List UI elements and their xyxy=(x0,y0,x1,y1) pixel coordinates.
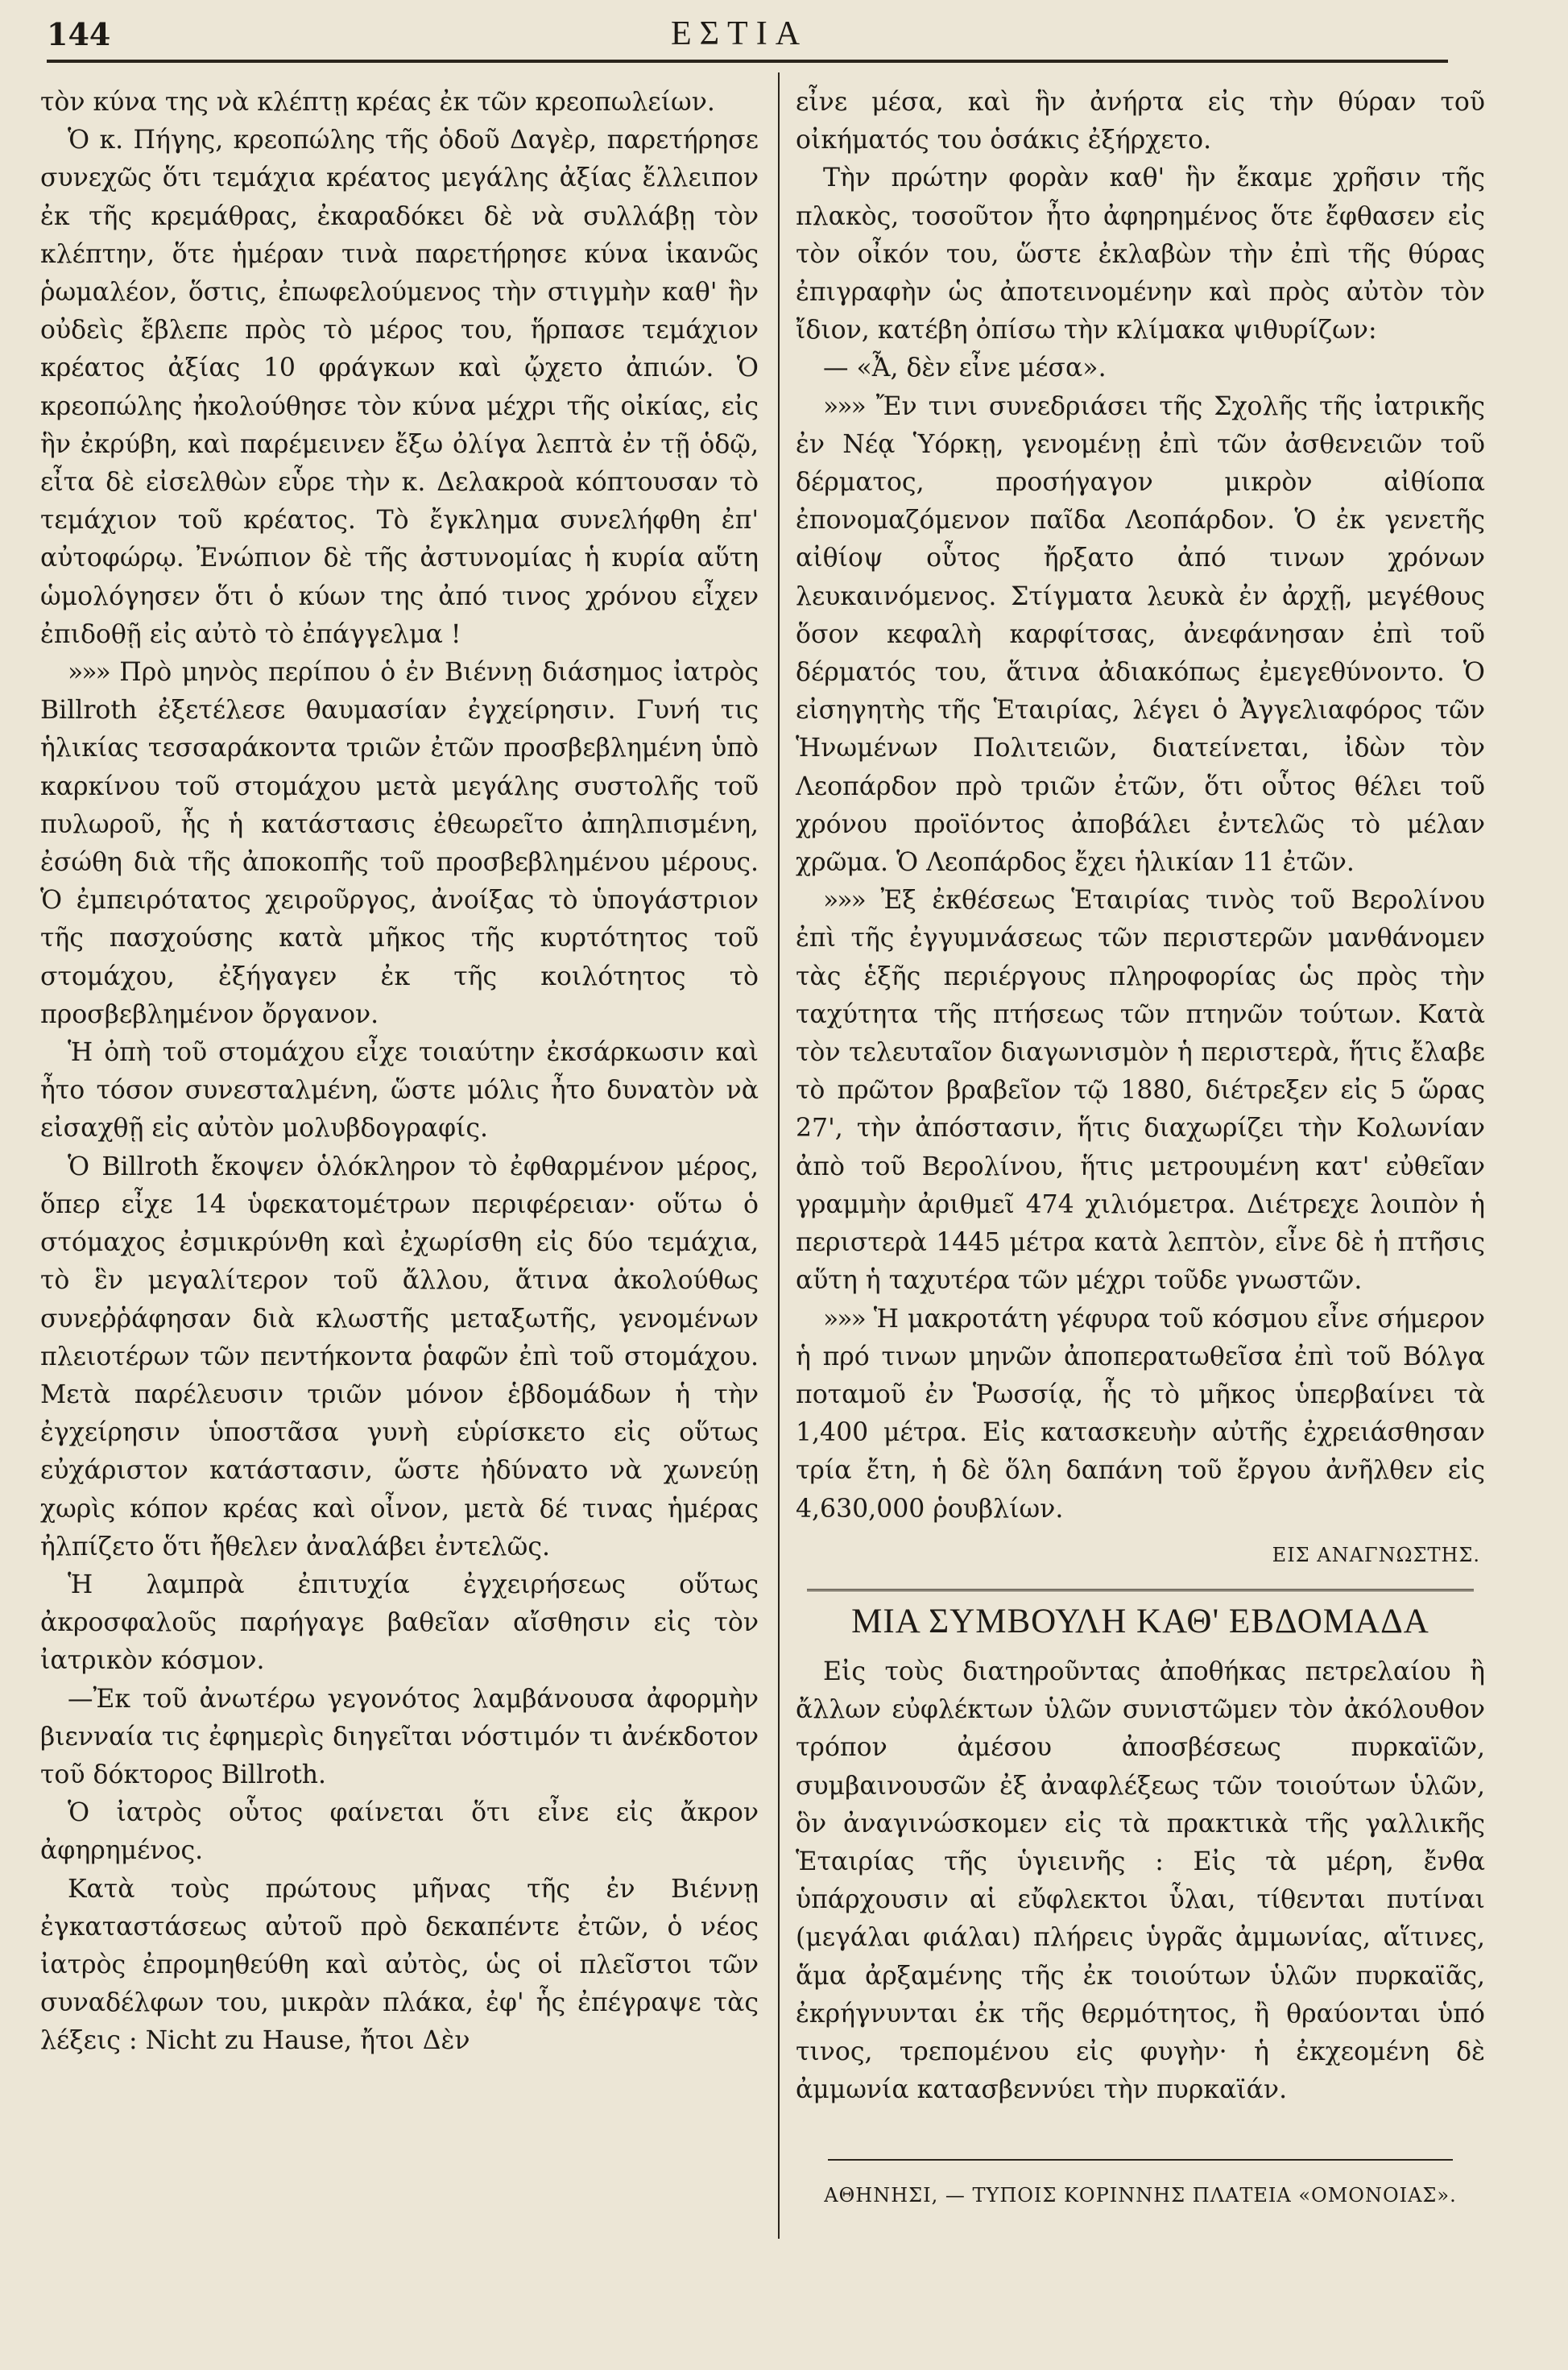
paragraph-text: Ἔν τινι συνεδριάσει τῆς Σχολῆς τῆς ἰατρικῆς ἐν Νέᾳ Ὑόρκῃ, γενομένῃ ἐπὶ τῶν ἀσθενειῶν τοῦ δέρματος, προσήγαγον μικρὸν αἰθίοπα ἐπονομαζόμενον παῖδα Λεοπάρδον. Ὁ ἐκ γενετῆς αἰθίοψ οὗτος ἤρξατο ἀπό τινων χρόνων λευκαινόμενος. Στίγματα λευκὰ ἐν ἀρχῇ, μεγέθους ὅσον κεφαλὴ καρφίτσας, ἀνεφάνησαν ἐπὶ τοῦ δέρματός του, ἅτινα ἀδιακόπως ἐμεγεθύνοντο. Ὁ εἰσηγητὴς τῆς Ἑταιρίας, λέγει ὁ Ἀγγελιαφόρος τῶν Ἡνωμένων Πολιτειῶν, διατείνεται, ἰδὼν τὸν Λεοπάρδον πρὸ τριῶν ἐτῶν, ὅτι οὗτος θέλει τοῦ χρόνου προϊόντος ἀποβάλει ἐντελῶς τὸ μέλαν χρῶμα. Ὁ Λεοπάρδος ἔχει ἡλικίαν 11 ἐτῶν. xyxy=(796,391,1485,878)
ornament-mark: »»» xyxy=(823,391,865,421)
ornament-mark: »»» xyxy=(823,886,865,916)
paragraph-text: Ἡ μακροτάτη γέφυρα τοῦ κόσμου εἶνε σήμερον ἡ πρό τινων μηνῶν ἀποπερατωθεῖσα ἐπὶ τοῦ Βόλγα ποταμοῦ ἐν Ῥωσσίᾳ, ἧς τὸ μῆκος ὑπερβαίνει τὰ 1,400 μέτρα. Εἰς κατασκευὴν αὐτῆς ἐχρειάσθησαν τρία ἔτη, ἡ δὲ ὅλη δαπάνη τοῦ ἔργου ἀνῆλθεν εἰς 4,630,000 ῥουβλίων. xyxy=(796,1304,1485,1524)
page-number: 144 xyxy=(47,16,111,52)
ornament-mark: »»» xyxy=(68,658,110,688)
news-item xyxy=(40,654,759,1034)
printer-imprint: ΑΘΗΝΗΣΙ, — ΤΥΠΟΙΣ ΚΟΡΙΝΝΗΣ ΠΛΑΤΕΙΑ «ΟΜΟΝΟΙΑΣ». xyxy=(824,2184,1457,2207)
column-divider xyxy=(778,72,780,2239)
paragraph: Κατὰ τοὺς πρώτους μῆνας τῆς ἐν Βιέννῃ ἐγκαταστάσεως αὐτοῦ πρὸ δεκαπέντε ἐτῶν, ὁ νέος ἰατρὸς ἐπρομηθεύθη καὶ αὐτὸς, ὡς οἱ πλεῖστοι τῶν συναδέλφων του, μικρὰν πλάκα, ἐφ' ἧς ἐπέγραψε τὰς λέξεις : Nicht zu Hause, ἤτοι Δὲν xyxy=(40,1874,759,2056)
news-item xyxy=(796,388,1485,883)
left-column xyxy=(40,84,759,2061)
paragraph-text: Ἐξ ἐκθέσεως Ἑταιρίας τινὸς τοῦ Βερολίνου ἐπὶ τῆς ἐγγυμνάσεως τῶν περιστερῶν μανθάνομεν τὰς ἑξῆς περιέργους πληροφορίας ὡς πρὸς τὴν ταχύτητα τῆς πτήσεως τῶν πτηνῶν τούτων. Κατὰ τὸν τελευταῖον διαγωνισμὸν ἡ περιστερὰ, ἥτις ἔλαβε τὸ πρῶτον βραβεῖον τῷ 1880, διέτρεξεν εἰς 5 ὥρας 27', τὴν ἀπόστασιν, ἥτις διαχωρίζει τὴν Κολωνίαν ἀπὸ τοῦ Βερολίνου, ἥτις μετρουμένη κατ' εὐθεῖαν γραμμὴν ἀριθμεῖ 474 χιλιόμετρα. Διέτρεχε λοιπὸν ἡ περιστερὰ 1445 μέτρα κατὰ λεπτὸν, εἶνε δὲ ἡ πτῆσις αὕτη ἡ ταχυτέρα τῶν μέχρι τοῦδε γνωστῶν. xyxy=(796,886,1485,1296)
journal-title: ΕΣΤΙΑ xyxy=(670,15,809,52)
news-item xyxy=(796,1301,1485,1528)
paragraph: Εἰς τοὺς διατηροῦντας ἀποθήκας πετρελαίου ἢ ἄλλων εὐφλέκτων ὑλῶν συνιστῶμεν τὸν ἀκόλουθον τρόπον ἀμέσου ἀποσβέσεως πυρκαϊῶν, συμβαινουσῶν ἐξ ἀναφλέξεως τῶν τοιούτων ὑλῶν, ὃν ἀναγινώσκομεν εἰς τὰ πρακτικὰ τῆς γαλλικῆς Ἑταιρίας τῆς ὑγιεινῆς : Εἰς τὰ μέρη, ἔνθα ὑπάρχουσιν αἱ εὔφλεκτοι ὗλαι, τίθενται πυτίναι (μεγάλαι φιάλαι) πλήρεις ὑγρᾶς ἀμμωνίας, αἵτινες, ἅμα ἀρξαμένης τῆς ἐκ τοιούτων ὑλῶν πυρκαϊᾶς, ἐκρήγνυνται ἐκ τῆς θερμότητος, ἢ θραύονται ὑπό τινος, τρεπομένου εἰς φυγὴν· ἡ ἐκχεομένη δὲ ἀμμωνία κατασβεννύει τὴν πυρκαϊάν. xyxy=(796,1657,1485,2105)
paragraph-text: Πρὸ μηνὸς περίπου ὁ ἐν Βιέννῃ διάσημος ἰατρὸς Billroth ἐξετέλεσε θαυμασίαν ἐγχείρησιν. Γυνή τις ἡλικίας τεσσαράκοντα τριῶν ἐτῶν προσβεβλημένη ὑπὸ καρκίνου τοῦ στομάχου μετὰ μεγάλης συστολῆς τοῦ πυλωροῦ, ἧς ἡ κατάστασις ἐθεωρεῖτο ἀπηλπισμένη, ἐσώθη διὰ τῆς ἀποκοπῆς τοῦ προσβεβλημένου μέρους. Ὁ ἐμπειρότατος χειροῦργος, ἀνοίξας τὸ ὑπογάστριον τῆς πασχούσης κατὰ μῆκος τῆς κυρτότητος τοῦ στομάχου, ἐξήγαγεν ἐκ τῆς κοιλότητος τὸ προσβεβλημένον ὄργανον. xyxy=(40,658,759,1029)
signature: ΕΙΣ ΑΝΑΓΝΩΣΤΗΣ. xyxy=(1272,1543,1480,1566)
paragraph: Ὁ Billroth ἔκοψεν ὁλόκληρον τὸ ἐφθαρμένον μέρος, ὅπερ εἶχε 14 ὑφεκατομέτρων περιφέρειαν· οὕτω ὁ στόμαχος ἐσμικρύνθη καὶ ἐχωρίσθη εἰς δύο τεμάχια, τὸ ἓν μεγαλίτερον τοῦ ἄλλου, ἅτινα ἀκολούθως συνεῤῥάφησαν διὰ κλωστῆς μεταξωτῆς, γενομένων πλειοτέρων τῶν πεντήκοντα ῥαφῶν ἐπὶ τοῦ στομάχου. Μετὰ παρέλευσιν τριῶν μόνον ἑβδομάδων ἡ τὴν ἐγχείρησιν ὑποστᾶσα γυνὴ εὑρίσκετο εἰς οὕτως εὐχάριστον κατάστασιν, ὥστε ἠδύνατο νὰ χωνεύῃ χωρὶς κόπον κρέας καὶ οἶνον, μετὰ δέ τινας ἡμέρας ἠλπίζετο ὅτι ἤθελεν ἀναλάβει ἐντελῶς. xyxy=(40,1152,759,1561)
section-rule xyxy=(807,1589,1474,1594)
paragraph: Ἡ λαμπρὰ ἐπιτυχία ἐγχειρήσεως οὕτως ἀκροσφαλοῦς παρήγαγε βαθεῖαν αἴσθησιν εἰς τὸν ἰατρικὸν κόσμον. xyxy=(40,1570,759,1676)
paragraph: Ὁ ἰατρὸς οὗτος φαίνεται ὅτι εἶνε εἰς ἄκρον ἀφηρημένος. xyxy=(40,1798,759,1866)
page-header xyxy=(47,11,1432,56)
paragraph: τὸν κύνα της νὰ κλέπτῃ κρέας ἐκ τῶν κρεοπωλείων. xyxy=(40,88,715,117)
paragraph: Ὁ κ. Πήγης, κρεοπώλης τῆς ὁδοῦ Δαγὲρ, παρετήρησε συνεχῶς ὅτι τεμάχια κρέατος μεγάλης ἀξίας ἔλλειπον ἐκ τῆς κρεμάθρας, ἐκαραδόκει δὲ νὰ συλλάβῃ τὸν κλέπτην, ὅτε ἡμέραν τινὰ παρετήρησε κύνα ἱκανῶς ῥωμαλέον, ὅστις, ἐπωφελούμενος τὴν στιγμὴν καθ' ἣν οὐδεὶς ἔβλεπε πρὸς τὸ μέρος του, ἥρπασε τεμάχιον κρέατος ἀξίας 10 φράγκων καὶ ᾤχετο ἀπιών. Ὁ κρεοπώλης ἠκολούθησε τὸν κύνα μέχρι τῆς οἰκίας, εἰς ἣν ἐκρύβη, καὶ παρέμεινεν ἔξω ὀλίγα λεπτὰ ἐν τῇ ὁδῷ, εἶτα δὲ εἰσελθὼν εὗρε τὴν κ. Δελακροὰ κόπτουσαν τὸ τεμάχιον τοῦ κρέατος. Τὸ ἔγκλημα συνελήφθη ἐπ' αὐτοφώρῳ. Ἐνώπιον δὲ τῆς ἀστυνομίας ἡ κυρία αὕτη ὡμολόγησεν ὅτι ὁ κύων της ἀπό τινος χρόνου εἶχεν ἐπιδοθῇ εἰς αὐτὸ τὸ ἐπάγγελμα ! xyxy=(40,126,759,649)
paragraph: Ἡ ὀπὴ τοῦ στομάχου εἶχε τοιαύτην ἐκσάρκωσιν καὶ ἦτο τόσον συνεσταλμένη, ὥστε μόλις ἦτο δυνατὸν νὰ εἰσαχθῇ εἰς αὐτὸν μολυβδογραφίς. xyxy=(40,1038,759,1144)
paragraph: —Ἐκ τοῦ ἀνωτέρω γεγονότος λαμβάνουσα ἀφορμὴν βιενναία τις ἐφημερὶς διηγεῖται νόστιμόν τι ἀνέκδοτον τοῦ δόκτορος Billroth. xyxy=(40,1684,759,1789)
ornament-mark: »»» xyxy=(823,1304,865,1334)
paragraph: Τὴν πρώτην φορὰν καθ' ἣν ἔκαμε χρῆσιν τῆς πλακὸς, τοσοῦτον ἦτο ἀφηρημένος ὅτε ἔφθασεν εἰς τὸν οἶκόν του, ὥστε ἐκλαβὼν τὴν ἐπὶ τῆς θύρας ἐπιγραφὴν ὡς ἀποτεινομένην καὶ πρὸς αὐτὸν τὸν ἴδιον, κατέβη ὀπίσω τὴν κλίμακα ψιθυρίζων: xyxy=(796,163,1485,345)
header-rule xyxy=(47,60,1448,63)
imprint-rule xyxy=(828,2159,1453,2161)
section-heading: ΜΙΑ ΣΥΜΒΟΥΛΗ ΚΑΘ' ΕΒΔΟΜΑΔΑ xyxy=(851,1602,1429,1640)
right-column xyxy=(796,84,1485,2215)
news-item xyxy=(796,882,1485,1300)
paragraph: — «Ἆ, δὲν εἶνε μέσα». xyxy=(823,354,1107,383)
paragraph: εἶνε μέσα, καὶ ἣν ἀνήρτα εἰς τὴν θύραν τοῦ οἰκήματός του ὁσάκις ἐξήρχετο. xyxy=(796,88,1485,155)
